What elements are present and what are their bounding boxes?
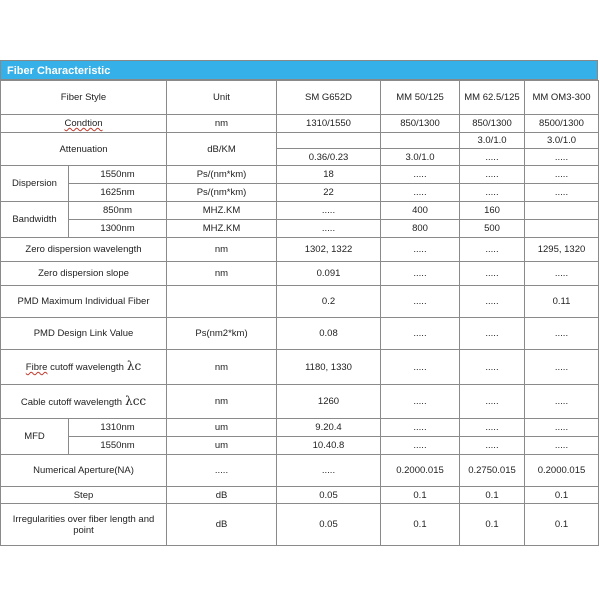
irregular-label: Irregularities over fiber length and point [1, 504, 167, 546]
zero-disp-slope-om3: ..... [525, 262, 599, 286]
header-sm-g652d: SM G652D [277, 81, 381, 115]
mfd-mm50: ..... [381, 437, 460, 455]
table-row-dispersion-1625 [1, 184, 599, 202]
bandwidth-om3 [525, 202, 599, 220]
attenuation-sm-top [277, 133, 381, 149]
condition-sm: 1310/1550 [277, 115, 381, 133]
mfd-mm50: ..... [381, 419, 460, 437]
bandwidth-label: Bandwidth [1, 202, 69, 238]
fibre-cutoff-sm: 1180, 1330 [277, 350, 381, 385]
pmd-design-om3: ..... [525, 318, 599, 350]
na-label: Numerical Aperture(NA) [1, 455, 167, 487]
irregular-om3: 0.1 [525, 504, 599, 546]
dispersion-sm: 18 [277, 166, 381, 184]
bandwidth-mm50: 400 [381, 202, 460, 220]
attenuation-om3: ..... [525, 149, 599, 166]
header-mm-62-5-125: MM 62.5/125 [460, 81, 525, 115]
header-unit: Unit [167, 81, 277, 115]
irregular-mm625: 0.1 [460, 504, 525, 546]
fibre-cutoff-label: Fibre cutoff wavelength λc [1, 350, 167, 385]
step-sm: 0.05 [277, 487, 381, 504]
attenuation-unit: dB/KM [167, 133, 277, 166]
dispersion-sub: 1625nm [69, 184, 167, 202]
table-row-mfd-1550 [1, 437, 599, 455]
zero-disp-wl-mm625: ..... [460, 238, 525, 262]
mfd-unit: um [167, 437, 277, 455]
table-row-mfd-1310 [1, 419, 599, 437]
mfd-om3: ..... [525, 419, 599, 437]
zero-disp-slope-mm50: ..... [381, 262, 460, 286]
table-row-zero-dispersion-wavelength [1, 238, 599, 262]
zero-disp-wl-mm50: ..... [381, 238, 460, 262]
dispersion-unit: Ps/(nm*km) [167, 166, 277, 184]
bandwidth-unit: MHZ.KM [167, 202, 277, 220]
cable-cutoff-label: Cable cutoff wavelength λcc [1, 385, 167, 419]
table-row-cable-cutoff [1, 385, 599, 419]
table-row-dispersion-1550 [1, 166, 599, 184]
table-row-bandwidth-850 [1, 202, 599, 220]
dispersion-om3: ..... [525, 184, 599, 202]
attenuation-mm625: ..... [460, 149, 525, 166]
condition-label: Condtion [1, 115, 167, 133]
fibre-cutoff-mm625: ..... [460, 350, 525, 385]
cable-cutoff-unit: nm [167, 385, 277, 419]
irregular-mm50: 0.1 [381, 504, 460, 546]
table-row-attenuation-top [1, 133, 599, 149]
zero-disp-slope-label: Zero dispersion slope [1, 262, 167, 286]
zero-disp-wl-unit: nm [167, 238, 277, 262]
pmd-design-label: PMD Design Link Value [1, 318, 167, 350]
bandwidth-sub: 850nm [69, 202, 167, 220]
bandwidth-sub: 1300nm [69, 220, 167, 238]
step-mm625: 0.1 [460, 487, 525, 504]
step-om3: 0.1 [525, 487, 599, 504]
attenuation-sm: 0.36/0.23 [277, 149, 381, 166]
table-row-numerical-aperture [1, 455, 599, 487]
pmd-design-sm: 0.08 [277, 318, 381, 350]
dispersion-mm625: ..... [460, 166, 525, 184]
table-row-pmd-max [1, 286, 599, 318]
lambda-symbol: λc [126, 359, 142, 373]
dispersion-om3: ..... [525, 166, 599, 184]
irregular-unit: dB [167, 504, 277, 546]
bandwidth-sm: ..... [277, 202, 381, 220]
bandwidth-mm50: 800 [381, 220, 460, 238]
bandwidth-unit: MHZ.KM [167, 220, 277, 238]
pmd-design-mm50: ..... [381, 318, 460, 350]
na-om3: 0.2000.015 [525, 455, 599, 487]
table-row-condition [1, 115, 599, 133]
zero-disp-slope-sm: 0.091 [277, 262, 381, 286]
condition-om3: 8500/1300 [525, 115, 599, 133]
table-title: Fiber Characteristic [0, 60, 598, 80]
fiber-characteristic-table [0, 80, 599, 546]
dispersion-mm625: ..... [460, 184, 525, 202]
table-row-fibre-cutoff [1, 350, 599, 385]
bandwidth-sm: ..... [277, 220, 381, 238]
cable-cutoff-mm50: ..... [381, 385, 460, 419]
bandwidth-om3 [525, 220, 599, 238]
dispersion-sm: 22 [277, 184, 381, 202]
pmd-design-unit: Ps(nm2*km) [167, 318, 277, 350]
cable-cutoff-sm: 1260 [277, 385, 381, 419]
dispersion-mm50: ..... [381, 166, 460, 184]
pmd-max-label: PMD Maximum Individual Fiber [1, 286, 167, 318]
mfd-sub: 1550nm [69, 437, 167, 455]
attenuation-mm50: 3.0/1.0 [381, 149, 460, 166]
zero-disp-slope-unit: nm [167, 262, 277, 286]
na-mm50: 0.2000.015 [381, 455, 460, 487]
table-row-step [1, 487, 599, 504]
condition-mm50: 850/1300 [381, 115, 460, 133]
dispersion-label: Dispersion [1, 166, 69, 202]
mfd-label: MFD [1, 419, 69, 455]
header-mm-50-125: MM 50/125 [381, 81, 460, 115]
header-mm-om3-300: MM OM3-300 [525, 81, 599, 115]
fibre-cutoff-mm50: ..... [381, 350, 460, 385]
mfd-om3: ..... [525, 437, 599, 455]
bandwidth-mm625: 160 [460, 202, 525, 220]
fibre-cutoff-unit: nm [167, 350, 277, 385]
pmd-max-om3: 0.11 [525, 286, 599, 318]
fibre-cutoff-om3: ..... [525, 350, 599, 385]
zero-disp-wl-sm: 1302, 1322 [277, 238, 381, 262]
mfd-sub: 1310nm [69, 419, 167, 437]
irregular-sm: 0.05 [277, 504, 381, 546]
na-mm625: 0.2750.015 [460, 455, 525, 487]
na-sm: ..... [277, 455, 381, 487]
attenuation-mm50-top [381, 133, 460, 149]
table-row-header [1, 81, 599, 115]
attenuation-label: Attenuation [1, 133, 167, 166]
condition-mm625: 850/1300 [460, 115, 525, 133]
dispersion-sub: 1550nm [69, 166, 167, 184]
mfd-mm625: ..... [460, 437, 525, 455]
mfd-sm: 9.20.4 [277, 419, 381, 437]
mfd-mm625: ..... [460, 419, 525, 437]
header-fiber-style: Fiber Style [1, 81, 167, 115]
dispersion-unit: Ps/(nm*km) [167, 184, 277, 202]
table-row-irregularities [1, 504, 599, 546]
attenuation-mm625-top: 3.0/1.0 [460, 133, 525, 149]
pmd-max-unit [167, 286, 277, 318]
zero-disp-slope-mm625: ..... [460, 262, 525, 286]
fiber-spec-sheet [0, 60, 598, 546]
zero-disp-wl-label: Zero dispersion wavelength [1, 238, 167, 262]
step-label: Step [1, 487, 167, 504]
zero-disp-wl-om3: 1295, 1320 [525, 238, 599, 262]
table-row-zero-dispersion-slope [1, 262, 599, 286]
lambda-symbol: λcc [125, 393, 147, 408]
cable-cutoff-om3: ..... [525, 385, 599, 419]
dispersion-mm50: ..... [381, 184, 460, 202]
bandwidth-mm625: 500 [460, 220, 525, 238]
pmd-max-sm: 0.2 [277, 286, 381, 318]
mfd-sm: 10.40.8 [277, 437, 381, 455]
table-row-bandwidth-1300 [1, 220, 599, 238]
step-mm50: 0.1 [381, 487, 460, 504]
na-unit: ..... [167, 455, 277, 487]
pmd-max-mm50: ..... [381, 286, 460, 318]
mfd-unit: um [167, 419, 277, 437]
attenuation-om3-top: 3.0/1.0 [525, 133, 599, 149]
cable-cutoff-mm625: ..... [460, 385, 525, 419]
pmd-design-mm625: ..... [460, 318, 525, 350]
step-unit: dB [167, 487, 277, 504]
table-row-pmd-design [1, 318, 599, 350]
condition-unit: nm [167, 115, 277, 133]
pmd-max-mm625: ..... [460, 286, 525, 318]
